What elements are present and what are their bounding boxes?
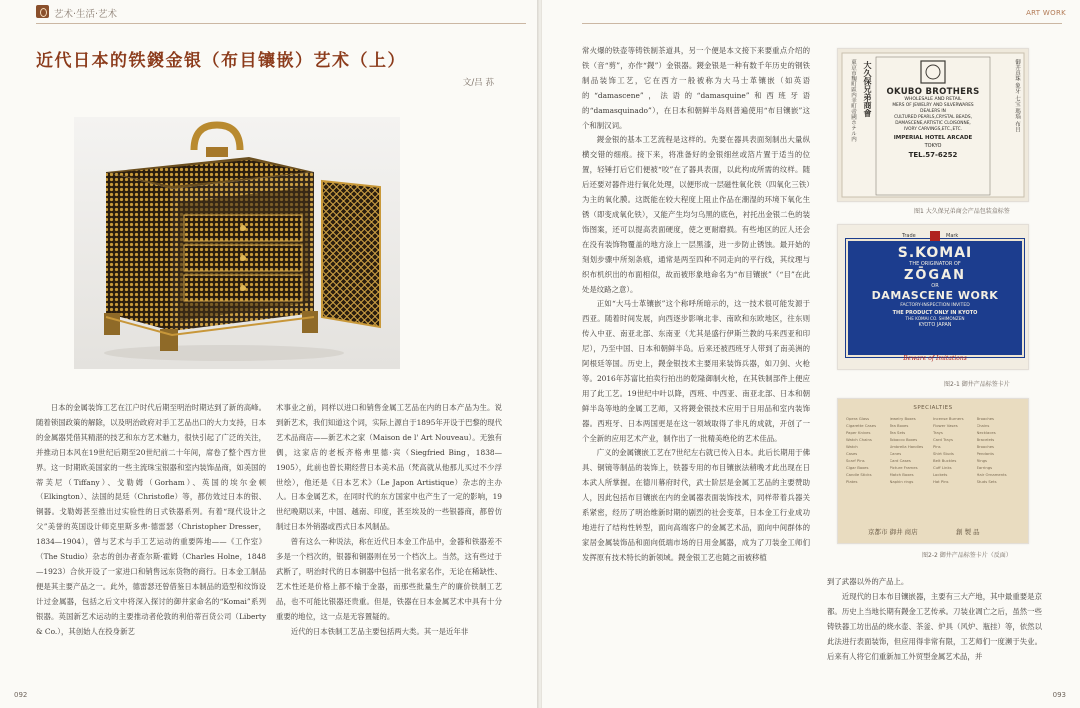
left-column-1	[36, 401, 266, 640]
specialty-item: Trays	[933, 430, 943, 435]
card-back-footer-left: 京都市 御井 商店	[868, 528, 918, 536]
label-vertical-text-left: 東京市麴町區内幸町帝國ホテル内	[850, 59, 856, 142]
specialty-item: Hat Pins	[933, 479, 949, 484]
card-line: THE ORIGINATOR OF	[909, 261, 961, 267]
right-column-2	[827, 575, 1042, 664]
specialty-item: Cuff Links	[933, 465, 952, 470]
paragraph: 近代的日本铁制工艺品主要包括两大类。其一是近年非	[290, 626, 469, 636]
specialty-item: Card Cases	[889, 458, 911, 463]
specialties-row	[846, 436, 1020, 443]
specialty-item: Paper Knives	[846, 430, 871, 435]
specialty-item: Rings	[976, 458, 987, 463]
article-author: 文/吕 荪	[462, 78, 494, 88]
specialty-item: Lockets	[933, 472, 948, 477]
label-line: MERS OF JEWELRY AND SILVERWARES	[892, 103, 974, 108]
card-line: DAMASCENE WORK	[871, 289, 999, 302]
figure-okubo-label	[837, 48, 1029, 202]
paragraph: 日本的金属装饰工艺在江户时代后期至明治时期达到了新的高峰。随着锁国政策的解除，以及明治政府对手工艺品出口的大力支持，日本的金属器凭借其精湛的技艺和东方艺术魅力，很快引起了广泛的关注，并推动日本风在19世纪后期至20世纪前二十年间，席卷了整个西方世界。这一时期欧美国家的一些主流珠宝银器和室内装饰品商，如美国的蒂芙尼（Tiffany）、戈勒姆（Gorham）、英国的埃尔金顿（Elkington）、法国的昆廷（Christofle）等，都仿效过日本的银、铜器。戈勒姆甚至推出过实验性的日式铁器系列。有着“现代设计之父”美誉的英国设计师克里斯多弗·德雷瑟（Christopher Dresser，1834—1904），曾与艺术与手工艺运动的重要阵地——《工作室》（The Studio）杂志的创办者查尔斯·霍姆（Charles Holne，1848—1923）合伙开设了一家进口和销售远东货物的商行。日本金工制品便是其主要产品之一。此外，德雷瑟还曾借鉴日本制品的造型和纹饰设计过金属器，包括之后文中将深入探讨的御井家命名的“Komai”系列银器。英国新艺术运动的主要推动者伦敦的利伯蒂百货公司（Liberty & Co.），其创始人在投身新艺	[36, 403, 266, 636]
paragraph: 鍐金银的基本工艺流程是这样的。先要在器具表面刻制出大量纵横交错的细痕。接下来，将准备好的金银细丝或箔片置于适当的位置，轻锤打后它们便被“咬”在了器具表面，以此构成所需的纹样。随后还要对器件进行氧化处理，以便形成一层磁性氧化铁（四氧化三铁）为主的氧化膜。这既能在较大程度上阻止作品在潮湿的环境下氧化生锈（即变成氧化铁），又能产生均匀乌黑的底色，衬托出金银二色的装饰图案，还可以提高表面硬度，使之更耐磨损。有些地区的匠人还会在没有装饰物覆盖的地方涂上一层黑漆，进一步防止锈蚀。最开始的刻划步骤中所刻条痕，通常是两至四种不同走向的平行线，其纹理与织布机织出的布面相似，故而被形象地命名为“布目镶嵌”（“目”在此处是纹路之意）。	[582, 135, 810, 294]
paragraph: 到了武器以外的产品上。	[827, 577, 909, 586]
specialty-item: Card Trays	[933, 437, 953, 442]
specialty-item: Plates	[846, 479, 858, 484]
label-line: WHOLESALE AND RETAIL	[904, 97, 962, 102]
figure-komai-card-front	[837, 224, 1029, 370]
label-line: TEL.57-6252	[908, 151, 958, 159]
specialty-item: Tea Sets	[889, 430, 906, 435]
specialty-item: Pendants	[976, 451, 995, 456]
specialty-item: Tobacco Boxes	[889, 437, 918, 442]
specialty-item: Canes	[889, 451, 902, 456]
specialties-row	[846, 443, 1020, 450]
card-line: ZŌGAN	[903, 268, 967, 283]
specialties-row	[846, 464, 1020, 471]
specialty-item: Flower Vases	[933, 423, 958, 428]
paragraph: 术事业之前，同样以进口和销售金属工艺品在内的日本产品为生。说到新艺术，我们知道这个词，实际上源自于1895年开设于巴黎的现代艺术品商店——新艺术之家（Maison de l' Art Nouveau）。无独有偶，这家店的老板齐格弗里德·宾（Siegfried Bing，1838—1905），此前也曾长期经营日本美术品（梵高就从他那儿买过不少浮世绘），他还是《日本艺术》（Le Japon Artistique）杂志的主办人。日本金属艺术，在同时代的东方国家中也产生了一定的影响，19世纪晚期以来，中国、越南、印度，甚至埃及的一些银器商，都曾仿制过日本外销器或西式日本风制品。	[276, 403, 502, 532]
paragraph: 常火爆的铁壶等铸铁制茶道具，另一个便是本文接下来要重点介绍的铁（音“剪”，亦作“鍐”）金银器。鍐金银是一种有数千年历史的钢铁制品装饰工艺，它在西方一般被称为大马士革镶嵌（如英语的“damascene”，法语的“damasquine”和西班牙语的“damasquinado”），在日本和朝鲜半岛则普遍使用“布目镶嵌”这个和制汉词。	[582, 46, 810, 130]
label-line: IMPERIAL HOTEL ARCADE	[893, 135, 973, 141]
paragraph: 近现代的日本布目镶嵌器，主要有三大产地，其中最重要是京都。历史上当地长期有鍐金工艺传承。刀装业凋亡之后，虽然一些铸铁器工坊出品的烧水壶、茶釜、炉具（风炉、瓶挂）等，依然以此法进行表面装饰，但应用得非常有限，工艺师们一度濒于失业。后来有人将它们重新加工外贸型金属艺术品，并	[827, 591, 1042, 661]
page-number-left: 092	[14, 691, 28, 699]
label-english-block	[876, 87, 990, 161]
figure-2-2-caption: 图2-2 御井产品标签卡片（反面）	[922, 552, 1012, 559]
specialty-item: Napkin rings	[889, 479, 914, 484]
specialty-item: Scarf Pins	[846, 458, 865, 463]
specialty-item: Watch	[846, 444, 858, 449]
label-vertical-text-company: 大久保兄弟商會	[863, 61, 873, 117]
figure-1-caption: 图1 大久保兄弟商会产品包装盒标签	[914, 208, 1010, 215]
paragraph: 正如“大马士革镶嵌”这个称呼所暗示的，这一技术很可能发源于西亚。随着时间发展，向西逐步影响北非、南欧和东欧地区，往东则传入中亚、南亚北部、东南亚（尤其是盛行伊斯兰教的马来西亚和印尼），乃至中国、日本和朝鲜半岛。后来还被西班牙人带到了南美洲的阿根廷等国。历史上，鍐金银技术主要用来装饰兵器，如刀剑、火枪等。2016年苏富比拍卖行拍出的乾隆御制火枪，在其铁制部件上便应用了此工艺。19世纪中叶以降，西班、中西亚、南亚北部、日本和朝鲜半岛等地的金属工艺师，又将鍐金银技术应用于日用品和室内装饰器。西班牙、日本两国更是在这一领域取得了非凡的成就，开创了一个全新的应用艺术产业，制作出了一批精美绝伦的艺术佳品。	[582, 299, 810, 443]
paragraph: 曾有这么一种说法，称在近代日本金工作品中，金器和铁器差不多是一个档次的，银器和铜器则在另一个档次上。当然，这有些过于武断了，明治时代的日本铜器中包括一批名家名作，无论在稀缺性、艺术性还是价格上都不输于金器，而那些批量生产的廉价铁制工艺品，也不可能比银器还贵重。但是，铁器在日本金属艺术中具有十分重要的地位，这一点是无容置疑的。	[276, 537, 502, 621]
specialty-item: Cigar Boxes	[846, 465, 869, 470]
specialty-item: Tea Boxes	[889, 423, 909, 428]
specialty-item: Shirt Studs	[933, 451, 954, 456]
specialty-item: Candle Sticks	[846, 472, 872, 477]
specialties-row	[846, 457, 1020, 464]
specialty-item: Watch Chains	[846, 437, 872, 442]
paragraph: 广义的金属镶嵌工艺在7世纪左右就已传入日本。此后长期用于佛具、铜镜等制品的装饰上，铁器专用的布目镶嵌法稍晚才此出现在日本武人所掌握。在德川幕府时代，武士阶层是金属工艺品的主要赞助人，因此包括布目镶嵌在内的金属器表面装饰技术，同样带着兵器关系紧密，经历了明治维新时期的剧烈的社会变革，日本金工行业成功地进行了结构性转型，面向高端客户的金属艺术品，面向中间群体的家居金属装饰品和面向低端市场的日用金属器，成为了刀装金工师们发挥原有技术特长的新领域。鍐金银工艺也随之而被移植	[582, 448, 810, 562]
specialty-item: Match Boxes	[889, 472, 914, 477]
label-line: TOKYO	[924, 143, 942, 149]
card-beware-text: Beware of Imitations	[903, 355, 967, 362]
specialty-item: Bracelets	[976, 437, 995, 442]
komai-card-text	[846, 245, 1024, 328]
specialty-item: Jewelry Boxes	[889, 416, 916, 421]
specialty-item: Chains	[976, 423, 990, 428]
section-label-en: ART WORK	[1026, 9, 1066, 17]
specialty-item: Necklaces	[976, 430, 996, 435]
article-title: 近代日本的铁鍐金银（布目镶嵌）艺术（上）	[36, 51, 406, 71]
specialty-item: Broaches	[976, 416, 995, 421]
card-line: KYOTO JAPAN	[918, 322, 952, 328]
right-page	[542, 0, 1080, 708]
label-line: DEALERS IN	[920, 109, 946, 114]
specialty-item: Pins	[933, 444, 941, 449]
card-line: OR	[931, 283, 939, 289]
figure-2-1-caption: 图2-1 御井产品标签卡片	[944, 381, 1010, 388]
card-line: THE KOMAI CO. SHIMONZEN	[905, 316, 965, 321]
specialty-item: Opera Glass	[846, 416, 870, 421]
specialties-row	[846, 471, 1020, 478]
left-column-2	[276, 401, 502, 640]
label-line: DAMASCENE,ARTISTIC CLOISONNE,	[895, 121, 971, 126]
section-label: 艺术·生活·艺术	[54, 9, 118, 20]
specialties-list	[846, 415, 1020, 485]
specialty-item: Umbrella Handles	[889, 444, 924, 449]
jewelry-cabinet-photo	[74, 117, 400, 369]
page-number-right: 093	[1052, 691, 1066, 699]
specialty-item: Hair Ornaments	[976, 472, 1007, 477]
specialty-item: Earrings	[976, 465, 993, 470]
specialty-item: Brooches	[976, 444, 995, 449]
label-line: OKUBO BROTHERS	[886, 87, 980, 97]
specialty-item: Cigarette Cases	[846, 423, 877, 428]
label-vertical-text-right: 御井真珠 象牙 七宝 瑪瑙 布目	[1014, 59, 1020, 132]
specialties-heading: SPECIALTIES	[913, 405, 953, 411]
specialty-item: Picture Frames	[889, 465, 918, 470]
card-mark-text: Mark	[946, 233, 959, 239]
komai-trademark-icon	[930, 231, 940, 241]
magazine-logo-icon	[36, 5, 49, 18]
label-line: IVORY CARVINGS,ETC.,ETC.	[903, 127, 963, 132]
specialties-row	[846, 450, 1020, 457]
specialty-item: Studs Sets	[976, 479, 997, 484]
header-rule	[582, 23, 1062, 24]
card-back-footer-right: 創 製 品	[956, 528, 980, 536]
left-page	[0, 0, 538, 708]
figure-komai-card-back	[837, 398, 1029, 544]
card-line: S.KOMAI	[897, 245, 973, 261]
specialty-item: Belt Buckles	[933, 458, 957, 463]
specialties-row	[846, 422, 1020, 429]
specialties-row	[846, 478, 1020, 485]
specialty-item: Cases	[846, 451, 858, 456]
specialties-row	[846, 415, 1020, 422]
card-trade-text: Trade	[902, 233, 916, 239]
specialty-item: Incense Burners	[933, 416, 964, 421]
card-line: FACTORY-INSPECTION INVITED	[900, 303, 970, 308]
header-rule	[36, 23, 526, 24]
specialties-row	[846, 429, 1020, 436]
card-line: THE PRODUCT ONLY IN KYOTO	[892, 309, 978, 316]
right-column-1	[582, 44, 810, 566]
label-line: CULTURED PEARLS,CRYSTAL BEADS,	[894, 115, 972, 120]
